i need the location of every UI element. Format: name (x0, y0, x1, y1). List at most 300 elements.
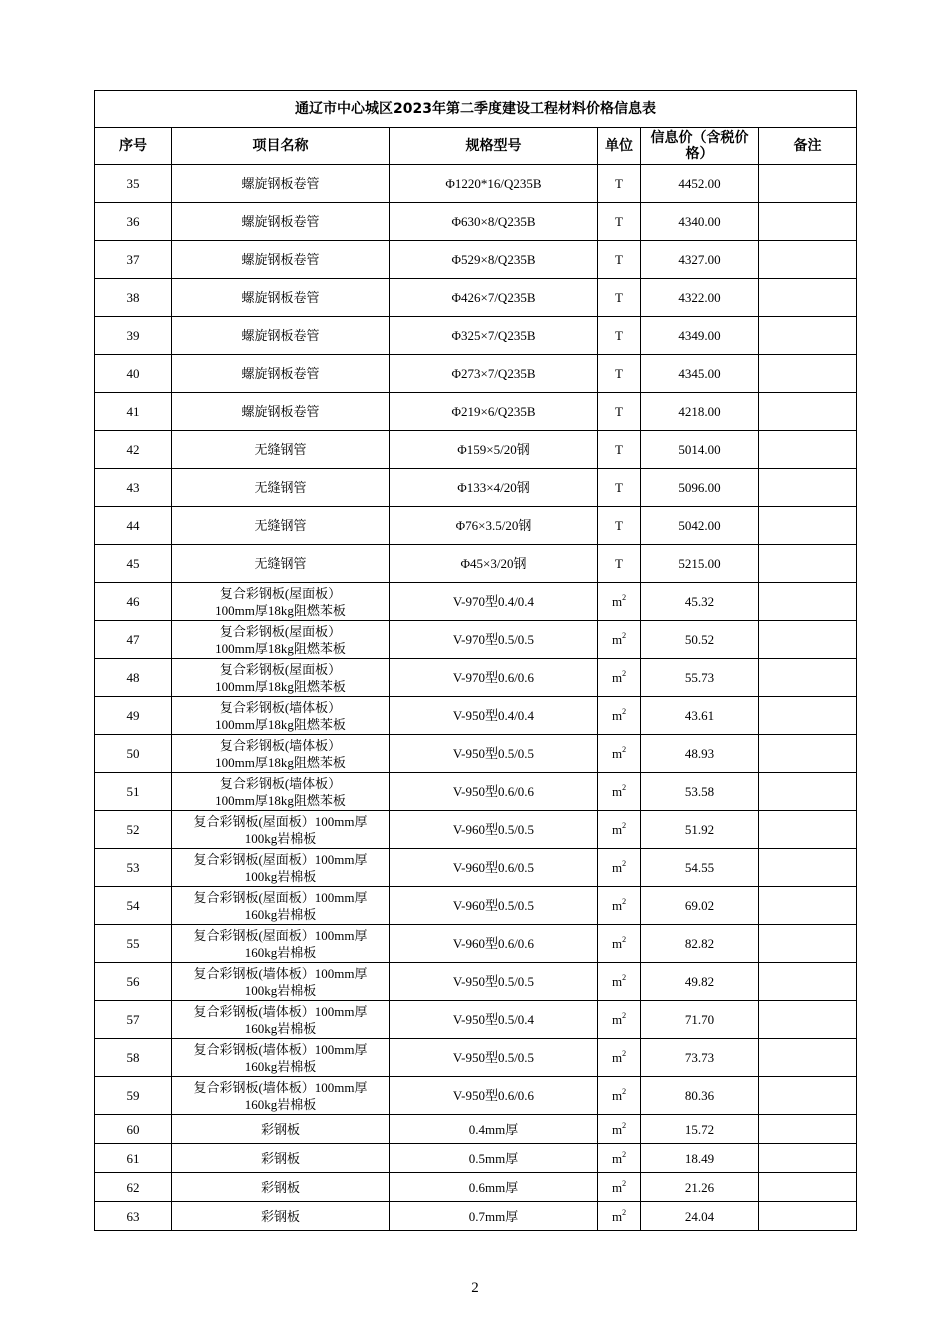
unit-superscript: 2 (622, 859, 627, 868)
cell-index: 49 (95, 697, 172, 735)
cell-remark (759, 1039, 857, 1077)
cell-name-line1: 复合彩钢板(墙体板） (219, 737, 342, 753)
cell-spec: Φ325×7/Q235B (390, 317, 598, 355)
cell-remark (759, 887, 857, 925)
unit-text: m (611, 1121, 623, 1137)
cell-name-line1: 复合彩钢板(屋面板）100mm厚 (193, 813, 368, 829)
unit-text: m (611, 974, 623, 989)
table-row (95, 1173, 857, 1202)
cell-remark (759, 1115, 857, 1144)
cell-spec: V-950型0.4/0.4 (390, 697, 598, 735)
cell-name-line1: 螺旋钢板卷管 (241, 328, 320, 343)
cell-remark (759, 469, 857, 507)
table-row (95, 811, 857, 849)
cell-name (172, 317, 390, 355)
table-row (95, 393, 857, 431)
cell-price: 55.73 (641, 659, 759, 697)
cell-price: 80.36 (641, 1077, 759, 1115)
table-row (95, 507, 857, 545)
cell-name-line2: 100kg岩棉板 (244, 868, 317, 884)
cell-remark (759, 583, 857, 621)
unit-superscript: 2 (622, 1149, 627, 1159)
table-row (95, 1039, 857, 1077)
cell-index: 48 (95, 659, 172, 697)
cell-price: 4322.00 (641, 279, 759, 317)
cell-unit (598, 697, 641, 735)
cell-remark (759, 241, 857, 279)
cell-remark (759, 963, 857, 1001)
cell-price: 5096.00 (641, 469, 759, 507)
cell-name-line1: 复合彩钢板(屋面板） (219, 661, 342, 677)
cell-spec: Φ529×8/Q235B (390, 241, 598, 279)
unit-text: m (611, 1012, 623, 1027)
cell-unit (598, 849, 641, 887)
cell-price: 48.93 (641, 735, 759, 773)
cell-index: 35 (95, 165, 172, 203)
cell-name-line1: 复合彩钢板(墙体板）100mm厚 (193, 965, 368, 981)
cell-remark (759, 849, 857, 887)
header-remark: 备注 (759, 128, 857, 165)
cell-spec: V-950型0.5/0.5 (390, 963, 598, 1001)
cell-index: 57 (95, 1001, 172, 1039)
table-row (95, 545, 857, 583)
cell-name-line1: 螺旋钢板卷管 (241, 404, 320, 419)
cell-spec: V-950型0.5/0.5 (390, 1039, 598, 1077)
cell-spec: 0.6mm厚 (390, 1173, 598, 1202)
cell-spec: V-960型0.6/0.6 (390, 925, 598, 963)
cell-name (172, 393, 390, 431)
cell-remark (759, 165, 857, 203)
header-spec: 规格型号 (390, 128, 598, 165)
table-body (95, 165, 857, 1231)
cell-index: 42 (95, 431, 172, 469)
cell-name-line1: 彩钢板 (260, 1208, 300, 1224)
cell-name-line1: 复合彩钢板(墙体板）100mm厚 (193, 1041, 368, 1057)
unit-superscript: 2 (622, 707, 627, 716)
cell-spec: V-950型0.5/0.5 (390, 735, 598, 773)
cell-unit (598, 1077, 641, 1115)
unit-text: m (611, 1208, 623, 1224)
table-row (95, 887, 857, 925)
cell-index: 38 (95, 279, 172, 317)
cell-name (172, 887, 390, 925)
unit-text: T (615, 366, 623, 381)
cell-index: 62 (95, 1173, 172, 1202)
cell-price: 4218.00 (641, 393, 759, 431)
cell-name-line1: 彩钢板 (260, 1179, 300, 1195)
cell-name (172, 545, 390, 583)
cell-name-line2: 100mm厚18kg阻燃苯板 (215, 602, 346, 618)
cell-unit (598, 1202, 641, 1231)
table-row (95, 1144, 857, 1173)
unit-text: m (611, 1179, 623, 1195)
cell-price: 24.04 (641, 1202, 759, 1231)
cell-remark (759, 279, 857, 317)
cell-index: 54 (95, 887, 172, 925)
cell-unit (598, 887, 641, 925)
table-row (95, 735, 857, 773)
cell-index: 45 (95, 545, 172, 583)
unit-text: m (611, 708, 623, 723)
unit-text: T (615, 176, 623, 191)
cell-name-line1: 复合彩钢板(墙体板） (219, 775, 342, 791)
cell-name-line1: 复合彩钢板(屋面板）100mm厚 (193, 889, 368, 905)
header-name: 项目名称 (172, 128, 390, 165)
cell-index: 36 (95, 203, 172, 241)
cell-name-line2: 100mm厚18kg阻燃苯板 (215, 640, 346, 656)
cell-name (172, 621, 390, 659)
unit-superscript: 2 (622, 897, 627, 906)
cell-name-line2: 100mm厚18kg阻燃苯板 (215, 754, 346, 770)
cell-name-line1: 复合彩钢板(墙体板）100mm厚 (193, 1079, 368, 1095)
cell-name-line2: 160kg岩棉板 (244, 1058, 317, 1074)
cell-remark (759, 659, 857, 697)
table-row (95, 203, 857, 241)
cell-remark (759, 431, 857, 469)
cell-name-line1: 无缝钢管 (254, 556, 307, 571)
unit-superscript: 2 (622, 783, 627, 792)
cell-spec: V-970型0.6/0.6 (390, 659, 598, 697)
cell-name (172, 811, 390, 849)
cell-index: 53 (95, 849, 172, 887)
unit-text: m (611, 1088, 623, 1103)
cell-price: 18.49 (641, 1144, 759, 1173)
cell-name (172, 279, 390, 317)
cell-spec: V-970型0.4/0.4 (390, 583, 598, 621)
cell-unit (598, 279, 641, 317)
cell-name-line1: 复合彩钢板(屋面板） (219, 585, 342, 601)
cell-unit (598, 203, 641, 241)
cell-spec: Φ273×7/Q235B (390, 355, 598, 393)
table-row (95, 317, 857, 355)
page-number: 2 (471, 1280, 479, 1296)
cell-remark (759, 621, 857, 659)
cell-name-line1: 无缝钢管 (254, 442, 307, 457)
cell-unit (598, 507, 641, 545)
cell-name (172, 963, 390, 1001)
cell-spec: Φ159×5/20钢 (390, 431, 598, 469)
cell-name (172, 697, 390, 735)
cell-name-line1: 复合彩钢板(墙体板）100mm厚 (193, 1003, 368, 1019)
unit-text: m (611, 1050, 623, 1065)
cell-price: 21.26 (641, 1173, 759, 1202)
unit-text: m (611, 936, 623, 951)
cell-unit (598, 317, 641, 355)
cell-remark (759, 317, 857, 355)
cell-name-line2: 100mm厚18kg阻燃苯板 (215, 792, 346, 808)
cell-name-line2: 100mm厚18kg阻燃苯板 (215, 716, 346, 732)
cell-remark (759, 735, 857, 773)
cell-name (172, 1202, 390, 1231)
table-row (95, 1115, 857, 1144)
table-row (95, 431, 857, 469)
cell-name (172, 469, 390, 507)
cell-index: 39 (95, 317, 172, 355)
cell-price: 45.32 (641, 583, 759, 621)
cell-name-line2: 160kg岩棉板 (244, 906, 317, 922)
table-row (95, 469, 857, 507)
header-index: 序号 (95, 128, 172, 165)
cell-remark (759, 697, 857, 735)
cell-name-line1: 螺旋钢板卷管 (241, 290, 320, 305)
cell-price: 4345.00 (641, 355, 759, 393)
cell-price: 51.92 (641, 811, 759, 849)
cell-name-line1: 无缝钢管 (254, 480, 307, 495)
table-title: 通辽市中心城区2023年第二季度建设工程材料价格信息表 (95, 91, 857, 128)
cell-price: 54.55 (641, 849, 759, 887)
cell-price: 49.82 (641, 963, 759, 1001)
unit-superscript: 2 (622, 593, 627, 602)
unit-superscript: 2 (622, 1049, 627, 1058)
cell-index: 37 (95, 241, 172, 279)
cell-unit (598, 1039, 641, 1077)
cell-unit (598, 1115, 641, 1144)
cell-spec: V-950型0.6/0.6 (390, 1077, 598, 1115)
unit-text: T (615, 252, 623, 267)
cell-name-line1: 彩钢板 (260, 1150, 300, 1166)
cell-price: 5014.00 (641, 431, 759, 469)
unit-text: T (615, 442, 623, 457)
cell-name (172, 507, 390, 545)
cell-index: 61 (95, 1144, 172, 1173)
cell-spec: Φ76×3.5/20钢 (390, 507, 598, 545)
cell-name (172, 355, 390, 393)
cell-unit (598, 1144, 641, 1173)
price-info-table (94, 90, 857, 1231)
cell-name-line1: 螺旋钢板卷管 (241, 176, 320, 191)
unit-text: m (611, 632, 623, 647)
unit-text: T (615, 328, 623, 343)
cell-name (172, 203, 390, 241)
cell-index: 60 (95, 1115, 172, 1144)
cell-name-line1: 螺旋钢板卷管 (241, 366, 320, 381)
cell-name-line1: 无缝钢管 (254, 518, 307, 533)
cell-index: 63 (95, 1202, 172, 1231)
cell-name-line2: 160kg岩棉板 (244, 1020, 317, 1036)
unit-text: m (611, 746, 623, 761)
cell-index: 41 (95, 393, 172, 431)
cell-name (172, 1115, 390, 1144)
unit-superscript: 2 (622, 1207, 627, 1217)
cell-spec: V-970型0.5/0.5 (390, 621, 598, 659)
cell-spec: 0.4mm厚 (390, 1115, 598, 1144)
cell-name (172, 1173, 390, 1202)
cell-index: 44 (95, 507, 172, 545)
cell-price: 53.58 (641, 773, 759, 811)
unit-text: m (611, 898, 623, 913)
cell-index: 46 (95, 583, 172, 621)
cell-spec: V-960型0.5/0.5 (390, 811, 598, 849)
table-row (95, 583, 857, 621)
cell-spec: Φ219×6/Q235B (390, 393, 598, 431)
cell-unit (598, 963, 641, 1001)
cell-unit (598, 1001, 641, 1039)
table-row (95, 621, 857, 659)
cell-unit (598, 811, 641, 849)
header-unit: 单位 (598, 128, 641, 165)
unit-text: m (611, 670, 623, 685)
cell-name (172, 1001, 390, 1039)
cell-price: 4349.00 (641, 317, 759, 355)
cell-price: 5042.00 (641, 507, 759, 545)
table-row (95, 241, 857, 279)
cell-name (172, 849, 390, 887)
cell-remark (759, 1144, 857, 1173)
table-row (95, 1202, 857, 1231)
unit-superscript: 2 (622, 1011, 627, 1020)
cell-unit (598, 925, 641, 963)
cell-spec: V-950型0.5/0.4 (390, 1001, 598, 1039)
cell-name (172, 165, 390, 203)
cell-name (172, 1144, 390, 1173)
table-row (95, 849, 857, 887)
table-row (95, 697, 857, 735)
cell-spec: Φ133×4/20钢 (390, 469, 598, 507)
table-row (95, 279, 857, 317)
cell-spec: Φ426×7/Q235B (390, 279, 598, 317)
cell-name (172, 659, 390, 697)
cell-name-line2: 160kg岩棉板 (244, 1096, 317, 1112)
cell-name (172, 773, 390, 811)
unit-text: T (615, 404, 623, 419)
table-row (95, 659, 857, 697)
cell-name-line1: 复合彩钢板(墙体板） (219, 699, 342, 715)
unit-text: T (615, 480, 623, 495)
cell-unit (598, 659, 641, 697)
cell-index: 58 (95, 1039, 172, 1077)
cell-unit (598, 355, 641, 393)
unit-text: T (615, 214, 623, 229)
cell-remark (759, 925, 857, 963)
cell-remark (759, 355, 857, 393)
cell-name-line1: 螺旋钢板卷管 (241, 252, 320, 267)
cell-price: 73.73 (641, 1039, 759, 1077)
table-row (95, 1077, 857, 1115)
cell-name-line1: 螺旋钢板卷管 (241, 214, 320, 229)
unit-superscript: 2 (622, 973, 627, 982)
cell-unit (598, 583, 641, 621)
unit-superscript: 2 (622, 1087, 627, 1096)
cell-index: 59 (95, 1077, 172, 1115)
cell-name-line2: 100mm厚18kg阻燃苯板 (215, 678, 346, 694)
cell-spec: Φ1220*16/Q235B (390, 165, 598, 203)
cell-remark (759, 1001, 857, 1039)
cell-index: 43 (95, 469, 172, 507)
cell-remark (759, 773, 857, 811)
cell-remark (759, 203, 857, 241)
cell-price: 50.52 (641, 621, 759, 659)
cell-remark (759, 1202, 857, 1231)
table-row (95, 355, 857, 393)
cell-unit (598, 1173, 641, 1202)
table-row (95, 773, 857, 811)
cell-index: 51 (95, 773, 172, 811)
cell-price: 69.02 (641, 887, 759, 925)
cell-name-line1: 彩钢板 (260, 1121, 300, 1137)
cell-remark (759, 1077, 857, 1115)
unit-text: m (611, 822, 623, 837)
cell-price: 4327.00 (641, 241, 759, 279)
cell-spec: Φ45×3/20钢 (390, 545, 598, 583)
cell-spec: 0.5mm厚 (390, 1144, 598, 1173)
cell-price: 5215.00 (641, 545, 759, 583)
cell-name (172, 583, 390, 621)
cell-price: 82.82 (641, 925, 759, 963)
cell-price: 4340.00 (641, 203, 759, 241)
cell-remark (759, 1173, 857, 1202)
unit-text: m (611, 594, 623, 609)
cell-price: 71.70 (641, 1001, 759, 1039)
unit-text: m (611, 1150, 623, 1166)
cell-name-line2: 100kg岩棉板 (244, 982, 317, 998)
unit-superscript: 2 (622, 821, 627, 830)
cell-remark (759, 393, 857, 431)
table-row (95, 165, 857, 203)
cell-spec: Φ630×8/Q235B (390, 203, 598, 241)
unit-text: m (611, 784, 623, 799)
unit-text: T (615, 556, 623, 571)
cell-price: 4452.00 (641, 165, 759, 203)
table-row (95, 963, 857, 1001)
cell-remark (759, 507, 857, 545)
cell-index: 52 (95, 811, 172, 849)
cell-name (172, 241, 390, 279)
cell-index: 47 (95, 621, 172, 659)
cell-spec: 0.7mm厚 (390, 1202, 598, 1231)
unit-superscript: 2 (622, 631, 627, 640)
unit-text: T (615, 290, 623, 305)
unit-text: T (615, 518, 623, 533)
cell-spec: V-950型0.6/0.6 (390, 773, 598, 811)
cell-unit (598, 735, 641, 773)
cell-name (172, 1039, 390, 1077)
unit-superscript: 2 (622, 745, 627, 754)
unit-superscript: 2 (622, 935, 627, 944)
cell-unit (598, 165, 641, 203)
cell-name (172, 431, 390, 469)
cell-name-line1: 复合彩钢板(屋面板）100mm厚 (193, 927, 368, 943)
cell-name-line1: 复合彩钢板(屋面板）100mm厚 (193, 851, 368, 867)
cell-spec: V-960型0.6/0.5 (390, 849, 598, 887)
cell-price: 15.72 (641, 1115, 759, 1144)
table-row (95, 925, 857, 963)
unit-superscript: 2 (622, 669, 627, 678)
header-price: 信息价（含税价格） (641, 128, 759, 165)
cell-name (172, 1077, 390, 1115)
cell-unit (598, 621, 641, 659)
cell-remark (759, 811, 857, 849)
cell-name-line2: 100kg岩棉板 (244, 830, 317, 846)
cell-unit (598, 431, 641, 469)
cell-remark (759, 545, 857, 583)
cell-unit (598, 545, 641, 583)
unit-text: m (611, 860, 623, 875)
cell-index: 40 (95, 355, 172, 393)
cell-index: 50 (95, 735, 172, 773)
cell-index: 56 (95, 963, 172, 1001)
cell-unit (598, 469, 641, 507)
cell-name (172, 925, 390, 963)
unit-superscript: 2 (622, 1120, 627, 1130)
cell-spec: V-960型0.5/0.5 (390, 887, 598, 925)
cell-price: 43.61 (641, 697, 759, 735)
cell-name (172, 735, 390, 773)
cell-unit (598, 393, 641, 431)
cell-unit (598, 241, 641, 279)
table-row (95, 1001, 857, 1039)
cell-index: 55 (95, 925, 172, 963)
unit-superscript: 2 (622, 1178, 627, 1188)
